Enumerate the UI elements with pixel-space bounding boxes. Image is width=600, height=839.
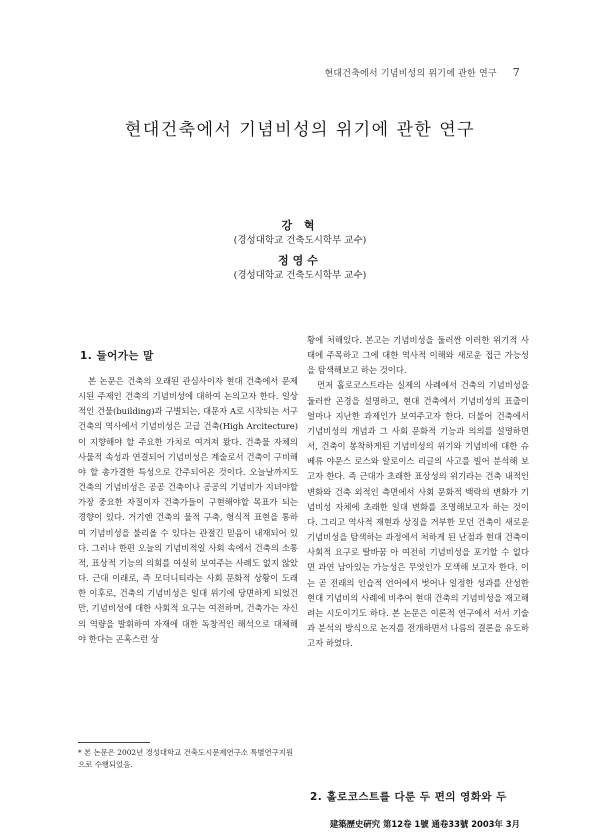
author-affiliation-2: (경성대학교 건축도시학부 교수) bbox=[233, 270, 367, 281]
author-name-2: 정영수 bbox=[278, 254, 322, 267]
right-paragraph-2: 먼저 홀로코스트라는 실제의 사례에서 건축의 기념비성을 둘러싼 곤경을 설명하고, 현대 건축에서 기념비성의 표출이 얼마나 지난한 과제인가 보여주고자 한다. 더불어 건축에서 기념비성의 개념과 그 사회 문화적 기능과 의의를 설명하면서, 건축이 봉착하게된 기념비성의 위기와 기념비에 대한 슈베류 야문스 로스와 알로이스 리글의 사고를 빌어 분석해 보고자 한다. 즉 근대가 초래한 표상성의 위기라는 건축 내적인 변화와 건축 외적인 측면에서 사회 문화적 백락의 변화가 기념비성 자체에 초래한 일대 변화를 조명해보고자 하는 것이다. 그리고 역사적 재현과 상징을 거부한 모던 건축이 새로운 기념비성을 탐색하는 과정에서 처하게 된 난점과 현대 건축이 사회적 요구로 탈바꿈 아 여전히 기념비성을 포기할 수 없다면 과연 남아있는 가능성은 무엇인가 모색해 보고자 한다. 이는 곧 전래의 인습적 언어에서 벗어나 일정한 성과를 산성한 현대 기념비의 사례에 비추어 현대 건축의 기념비성을 재고해려는 시도이기도 하다. 본 논문은 이론적 연구에서 서서 기술과 분석의 방식으로 논지를 전개하면서 나름의 결론을 유도하고자 하였다. bbox=[307, 380, 529, 649]
footnote-rule bbox=[78, 742, 150, 743]
footnote: * 본 논문은 2002년 경성대학교 건축도시문제연구소 특별연구지원으로 수행되었음. bbox=[78, 748, 294, 769]
section-heading-2: 2. 홀로코스트를 다룬 두 편의 영화와 두 bbox=[310, 791, 507, 803]
author-affiliation-1: (경성대학교 건축도시학부 교수) bbox=[233, 235, 367, 246]
journal-footer: 建築歷史硏究 第12卷 1號 通卷33號 2003年 3月 bbox=[329, 819, 520, 829]
running-title: 현대건축에서 기념비성의 위기에 관한 연구 bbox=[324, 69, 497, 79]
section-heading-intro: 1. 들어가는 말 bbox=[80, 350, 154, 362]
running-header bbox=[324, 66, 520, 79]
paper-title: 현대건축에서 기념비성의 위기에 관한 연구 bbox=[124, 120, 476, 140]
author-name-1: 강 혁 bbox=[281, 219, 319, 232]
left-paragraph-1: 본 논문은 건축의 오래된 관심사이자 현대 건축에서 문제시된 주제인 건축의 기념비성에 대하여 논의고자 한다. 일상적인 건물(building)과 구별되는, 대문자 A로 시작되는 서구 건축의 역사에서 기념비성은 고급 건축(High Arcitecture)이 지향해야 할 주요한 가치로 여겨져 왔다. 건축물 자체의 사물적 속성과 연결되어 기념비성은 계술로서 건축이 구비해야 할 총가결한 특성으로 간주되어온 것이다. 오늘날까지도 건축의 기념비성은 공공 건축이나 공공의 기념비가 지녀야할 가장 중요한 자질이자 건축가들이 구현해야할 목표가 되는 경향이 있다. 거기엔 건축의 물적 구축, 형식적 표현을 통하여 기념비성을 불리올 수 있다는 관절긴 믿음이 내재되어 있다. 그러나 한편 오늘의 기념비적일 사회 속에서 건축의 소통적, 표상적 기능의 의회를 여실히 보여주는 사례도 없지 않았다. 근대 이래로, 즉 모더니티라는 사회 문화적 상황이 도래한 이후로, 건축의 기념비성은 일대 위기에 당면하게 되었건만, 기념비성에 대한 사회적 요구는 여전하며, 건축가는 자신의 역량을 발휘하여 자재에 대한 독창적인 해석으로 대체해야 한다는 곤혹스런 상 bbox=[78, 376, 298, 644]
page-number: 7 bbox=[512, 66, 520, 79]
author-block bbox=[0, 218, 600, 288]
right-paragraph-1: 황에 처해있다. 본고는 기념비성을 둘러싼 이러한 위기적 사태에 주목하고 그에 대한 역사적 이해와 새로운 접근 가능성을 탐색해보고 하는 것이다. bbox=[307, 335, 529, 376]
right-column bbox=[307, 333, 529, 651]
left-column bbox=[78, 374, 298, 647]
